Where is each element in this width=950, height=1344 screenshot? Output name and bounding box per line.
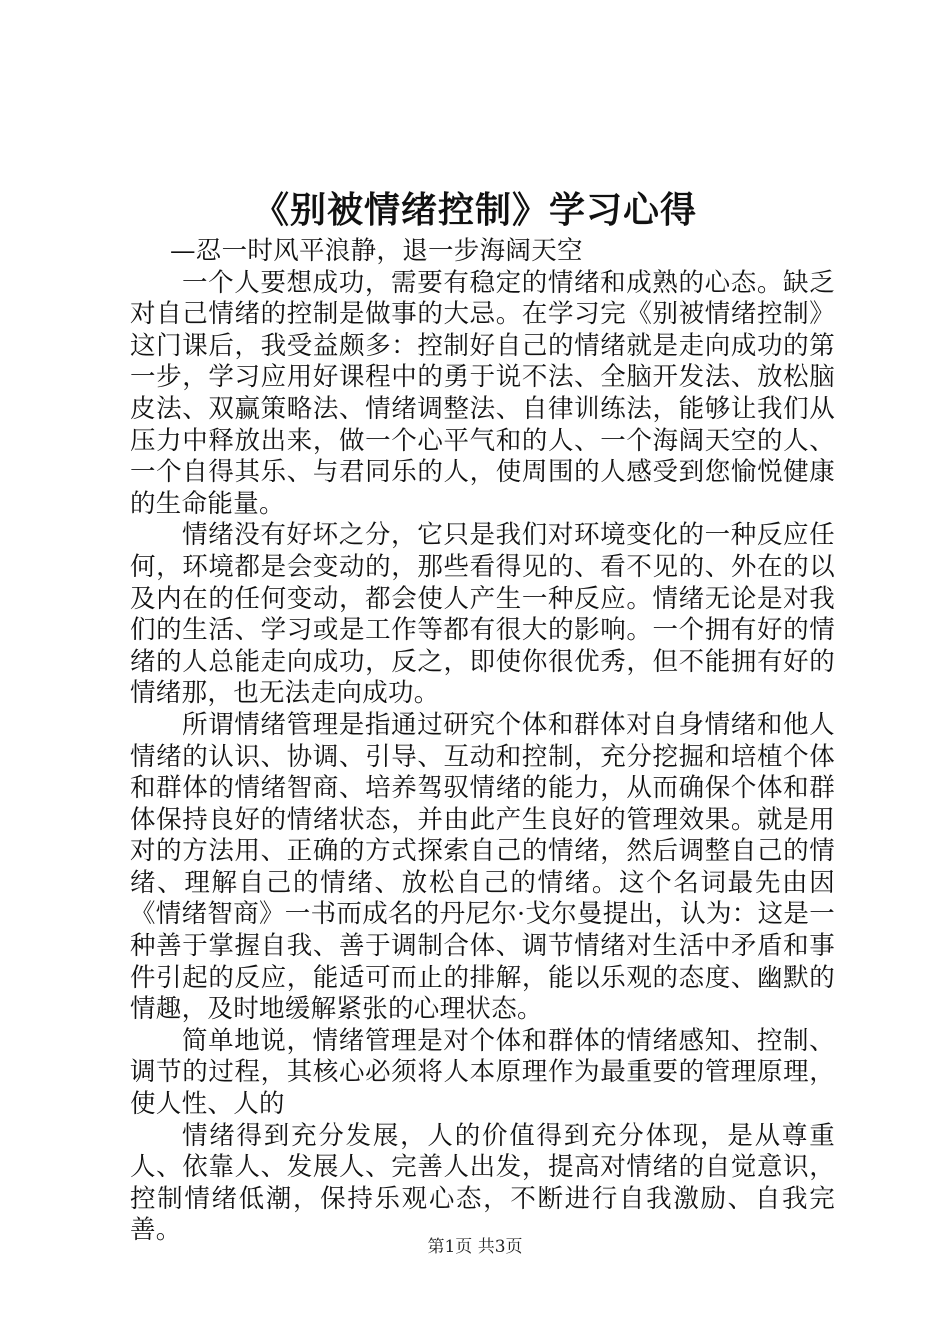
document-body <box>130 236 835 1247</box>
paragraph-4: 简单地说，情绪管理是对个体和群体的情绪感知、控制、调节的过程，其核心必须将人本原理作为最重要的管理原理，使人性、人的 <box>130 1025 835 1120</box>
document-subtitle: —忍一时风平浪静，退一步海阔天空 <box>170 236 583 266</box>
page-number-footer: 第1页 共3页 <box>427 1237 523 1257</box>
document-title: 《别被情绪控制》学习心得 <box>252 189 697 231</box>
paragraph-5: 情绪得到充分发展，人的价值得到充分体现，是从尊重人、依靠人、发展人、完善人出发，提高对情绪的自觉意识，控制情绪低潮，保持乐观心态，不断进行自我激励、自我完善。 <box>130 1120 835 1246</box>
paragraph-2: 情绪没有好坏之分，它只是我们对环境变化的一种反应任何，环境都是会变动的，那些看得见的、看不见的、外在的以及内在的任何变动，都会使人产生一种反应。情绪无论是对我们的生活、学习或是工作等都有很大的影响。一个拥有好的情绪的人总能走向成功，反之，即使你很优秀，但不能拥有好的情绪那，也无法走向成功。 <box>130 520 835 709</box>
paragraph-3: 所谓情绪管理是指通过研究个体和群体对自身情绪和他人情绪的认识、协调、引导、互动和控制，充分挖掘和培植个体和群体的情绪智商、培养驾驭情绪的能力，从而确保个体和群体保持良好的情绪状态，并由此产生良好的管理效果。就是用对的方法用、正确的方式探索自己的情绪，然后调整自己的情绪、理解自己的情绪、放松自己的情绪。这个名词最先由因《情绪智商》一书而成名的丹尼尔·戈尔曼提出，认为：这是一种善于掌握自我、善于调制合体、调节情绪对生活中矛盾和事件引起的反应，能适可而止的排解，能以乐观的态度、幽默的情趣，及时地缓解紧张的心理状态。 <box>130 709 836 1025</box>
paragraph-1: 一个人要想成功，需要有稳定的情绪和成熟的心态。缺乏对自己情绪的控制是做事的大忌。在学习完《别被情绪控制》这门课后，我受益颇多：控制好自己的情绪就是走向成功的第一步，学习应用好课程中的勇于说不法、全脑开发法、放松脑皮法、双赢策略法、情绪调整法、自律训练法，能够让我们从压力中释放出来，做一个心平气和的人、一个海阔天空的人、一个自得其乐、与君同乐的人，使周围的人感受到您愉悦健康的生命能量。 <box>130 267 835 519</box>
